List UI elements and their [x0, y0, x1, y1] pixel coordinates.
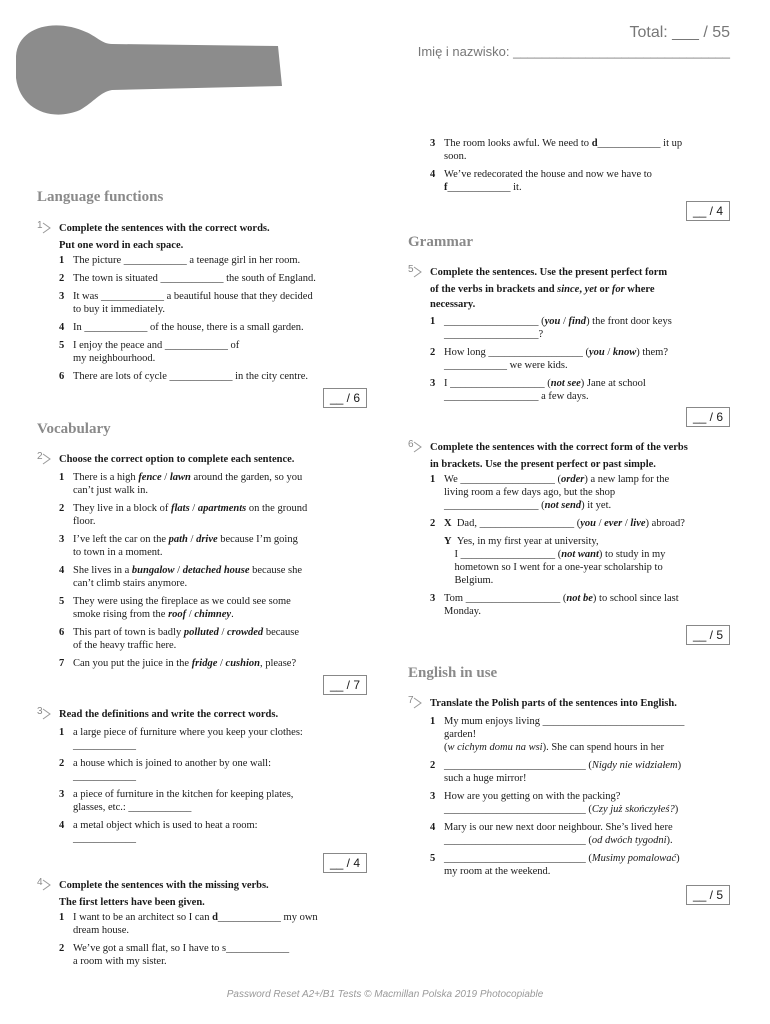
exercise-item[interactable]	[430, 592, 730, 618]
task-6-instruction-2: in brackets. Use the present perfect or past simple.	[430, 459, 656, 470]
item-number: 3	[430, 138, 436, 149]
task-4-continued-items	[430, 137, 730, 194]
item-number: 4	[59, 322, 65, 333]
exercise-item[interactable]	[59, 290, 367, 316]
task-2	[37, 451, 367, 675]
item-text-continued: ____________	[73, 740, 136, 751]
item-text-continued: ____________	[73, 771, 136, 782]
task-3-score-box[interactable]: __ / 4	[323, 853, 367, 873]
item-text-continued: Monday.	[444, 606, 481, 617]
item-text: We’ve got a small flat, so I have to s____________	[73, 943, 290, 954]
item-text-continued: to town in a moment.	[73, 547, 163, 558]
total-score: Total: ___ / 55	[629, 24, 730, 41]
item-text: There are lots of cycle ____________ in the city centre.	[73, 371, 308, 382]
exercise-item[interactable]	[59, 626, 367, 652]
item-number: 2	[59, 758, 65, 769]
item-number: 1	[430, 316, 436, 327]
task-number-7: 7	[408, 694, 426, 710]
item-text: Tom __________________ (not be) to school since last	[444, 593, 679, 604]
item-number: 1	[430, 474, 436, 485]
task-1	[37, 220, 367, 388]
task-6-instruction: Complete the sentences with the correct form of the verbs	[430, 442, 688, 453]
exercise-item[interactable]	[59, 254, 367, 267]
task-5-instruction: Complete the sentences. Use the present perfect form	[430, 267, 668, 278]
exercise-item[interactable]	[430, 535, 730, 587]
task-number-5: 5	[408, 263, 426, 279]
task-1-items	[59, 254, 367, 383]
item-text: Y Yes, in my first year at university,	[444, 536, 599, 547]
item-number: 2	[59, 943, 65, 954]
item-text-continued: smoke rising from the roof / chimney.	[73, 609, 234, 620]
item-text: She lives in a bungalow / detached house because she	[73, 565, 302, 576]
task-number-6: 6	[408, 438, 426, 454]
task-3	[37, 706, 367, 850]
task-7-score-box[interactable]: __ / 5	[686, 885, 730, 905]
task-5-items	[430, 315, 730, 403]
exercise-item[interactable]	[430, 715, 730, 754]
item-number: 1	[59, 255, 65, 266]
task-5-instruction-2: of the verbs in brackets and since, yet or for where	[430, 284, 655, 295]
exercise-item[interactable]	[59, 726, 367, 752]
task-2-instruction: Choose the correct option to complete each sentence.	[59, 454, 295, 465]
task-1-instruction: Complete the sentences with the correct words.	[59, 223, 270, 234]
exercise-item[interactable]	[59, 911, 367, 937]
task-5-score-box[interactable]: __ / 6	[686, 407, 730, 427]
item-text: There is a high fence / lawn around the garden, so you	[73, 472, 303, 483]
exercise-item[interactable]	[59, 502, 367, 528]
task-7-instruction: Translate the Polish parts of the sentences into English.	[430, 698, 677, 709]
item-number: 2	[430, 760, 436, 771]
item-text-continued: my neighbourhood.	[73, 353, 156, 364]
exercise-item[interactable]	[430, 759, 730, 785]
item-text: We’ve redecorated the house and now we have to	[444, 169, 652, 180]
item-number: 1	[430, 716, 436, 727]
item-number: 3	[59, 789, 65, 800]
item-number: 3	[59, 291, 65, 302]
item-number: 2	[59, 273, 65, 284]
task-5-instruction-3: necessary.	[430, 299, 476, 310]
item-number: 1	[59, 472, 65, 483]
item-text: They live in a block of flats / apartments on the ground	[73, 503, 308, 514]
item-text-continued: can’t just walk in.	[73, 485, 149, 496]
item-text: ___________________________ (Musimy pomalować)	[444, 853, 680, 864]
task-2-items	[59, 471, 367, 670]
section-title-vocabulary: Vocabulary	[37, 421, 111, 437]
item-text-continued: __________________ (not send) it yet.	[444, 500, 612, 511]
item-number: 3	[430, 593, 436, 604]
exercise-item[interactable]	[430, 821, 730, 847]
item-text: The town is situated ____________ the south of England.	[73, 273, 316, 284]
section-title-language-functions: Language functions	[37, 189, 164, 205]
exercise-item[interactable]	[59, 657, 367, 670]
exercise-item[interactable]	[430, 137, 730, 163]
task-4	[37, 877, 367, 973]
task-4-score-box[interactable]: __ / 4	[686, 201, 730, 221]
exercise-item[interactable]	[59, 595, 367, 621]
item-text-continued: dream house.	[73, 925, 129, 936]
task-1-score-box[interactable]: __ / 6	[323, 388, 367, 408]
item-number: 2	[59, 503, 65, 514]
item-number: 3	[59, 534, 65, 545]
item-text: The picture ____________ a teenage girl in her room.	[73, 255, 301, 266]
task-1-instruction-2: Put one word in each space.	[59, 240, 184, 251]
item-text: How are you getting on with the packing?	[444, 791, 621, 802]
exercise-item[interactable]	[430, 852, 730, 878]
item-text: How long __________________ (you / know) them?	[444, 347, 669, 358]
item-text-continued: such a huge mirror!	[444, 773, 527, 784]
item-text: I want to be an architect so I can d____________ my own	[73, 912, 318, 923]
task-4-continued	[408, 137, 730, 199]
item-text-continued: ____________ we were kids.	[444, 360, 568, 371]
task-number-2: 2	[37, 450, 55, 466]
item-text: ___________________________ (Nigdy nie widziałem)	[444, 760, 682, 771]
item-text: Mary is our new next door neighbour. She’s lived here	[444, 822, 673, 833]
task-4-instruction: Complete the sentences with the missing verbs.	[59, 880, 269, 891]
item-number: 6	[59, 371, 65, 382]
task-number-3: 3	[37, 705, 55, 721]
task-3-instruction: Read the definitions and write the correct words.	[59, 709, 279, 720]
item-text-continued: __________________ a few days.	[444, 391, 589, 402]
exercise-item[interactable]	[430, 790, 730, 816]
item-text: In ____________ of the house, there is a small garden.	[73, 322, 304, 333]
task-6-score-box[interactable]: __ / 5	[686, 625, 730, 645]
item-text-continued: a room with my sister.	[73, 956, 167, 967]
item-text-continued: can’t climb stairs anymore.	[73, 578, 188, 589]
item-text: X Dad, __________________ (you / ever / live) abroad?	[444, 518, 685, 529]
task-4-items	[59, 911, 367, 968]
item-text-continued: soon.	[444, 151, 467, 162]
item-text-continued: hometown so I went for a one-year scholarship to	[444, 562, 663, 573]
exercise-item[interactable]	[430, 168, 730, 194]
task-6-items	[430, 473, 730, 618]
item-text: a house which is joined to another by one wall:	[73, 758, 271, 769]
item-text-continued: of the heavy traffic here.	[73, 640, 177, 651]
header-blob-shape	[16, 18, 286, 118]
item-text-continued: ___________________________ (od dwóch tygodni).	[444, 835, 673, 846]
item-text: a large piece of furniture where you keep your clothes:	[73, 727, 303, 738]
section-title-english-in-use: English in use	[408, 665, 498, 681]
exercise-item[interactable]	[59, 339, 367, 365]
item-text: __________________ (you / find) the front door keys	[444, 316, 672, 327]
exercise-item[interactable]	[430, 315, 730, 341]
item-text: I __________________ (not see) Jane at school	[444, 378, 646, 389]
task-4-instruction-2: The first letters have been given.	[59, 897, 205, 908]
item-number: 5	[59, 596, 65, 607]
item-number: 3	[430, 378, 436, 389]
exercise-item[interactable]	[430, 377, 730, 403]
item-text-continued: (w cichym domu na wsi). She can spend hours in her	[444, 742, 665, 753]
task-number-4: 4	[37, 876, 55, 892]
item-number: 4	[59, 820, 65, 831]
item-text-continued: ___________________________ (Czy już skończyłeś?)	[444, 804, 679, 815]
task-7-items	[430, 715, 730, 878]
exercise-item[interactable]	[59, 757, 367, 783]
item-text: a piece of furniture in the kitchen for keeping plates,	[73, 789, 294, 800]
task-5	[408, 264, 730, 408]
task-2-score-box[interactable]: __ / 7	[323, 675, 367, 695]
item-text-continued: Belgium.	[444, 575, 494, 586]
exercise-item[interactable]	[59, 533, 367, 559]
item-text-continued: ____________	[73, 833, 136, 844]
item-text-continued: f____________ it.	[444, 182, 522, 193]
item-number: 2	[430, 347, 436, 358]
item-text: This part of town is badly polluted / crowded because	[73, 627, 300, 638]
exercise-item[interactable]	[59, 819, 367, 845]
task-6	[408, 439, 730, 623]
item-number: 2	[430, 518, 436, 529]
item-number: 3	[430, 791, 436, 802]
item-number: 5	[430, 853, 436, 864]
exercise-item[interactable]	[59, 321, 367, 334]
section-title-grammar: Grammar	[408, 234, 473, 250]
exercise-item[interactable]	[59, 370, 367, 383]
item-text-continued: to buy it immediately.	[73, 304, 166, 315]
item-number: 4	[59, 565, 65, 576]
exercise-item[interactable]	[59, 471, 367, 497]
exercise-item[interactable]	[430, 346, 730, 372]
item-number: 1	[59, 912, 65, 923]
item-text-continued: garden!	[444, 729, 477, 740]
item-text: It was ____________ a beautiful house that they decided	[73, 291, 313, 302]
item-number: 5	[59, 340, 65, 351]
item-number: 7	[59, 658, 65, 669]
exercise-item[interactable]	[430, 473, 730, 512]
item-text: a metal object which is used to heat a room:	[73, 820, 258, 831]
item-text: I enjoy the peace and ____________ of	[73, 340, 240, 351]
item-text-continued: living room a few days ago, but the shop	[444, 487, 616, 498]
item-number: 4	[430, 822, 436, 833]
exercise-item[interactable]	[59, 564, 367, 590]
item-text: Can you put the juice in the fridge / cushion, please?	[73, 658, 297, 669]
item-text-continued: __________________?	[444, 329, 544, 340]
item-text: They were using the fireplace as we could see some	[73, 596, 291, 607]
item-number: 6	[59, 627, 65, 638]
item-text-continued: my room at the weekend.	[444, 866, 551, 877]
item-text-continued: glasses, etc.: ____________	[73, 802, 192, 813]
exercise-item[interactable]	[59, 788, 367, 814]
name-field[interactable]: Imię i nazwisko: ______________________________	[417, 44, 730, 59]
task-7	[408, 695, 730, 883]
item-text: I’ve left the car on the path / drive because I’m going	[73, 534, 298, 545]
exercise-item[interactable]	[59, 942, 367, 968]
task-3-items	[59, 726, 367, 845]
item-number: 4	[430, 169, 436, 180]
exercise-item[interactable]	[59, 272, 367, 285]
item-text: We __________________ (order) a new lamp for the	[444, 474, 670, 485]
task-number-1: 1	[37, 219, 55, 235]
item-text-continued: floor.	[73, 516, 96, 527]
exercise-item[interactable]	[430, 517, 730, 530]
item-text: The room looks awful. We need to d____________ it up	[444, 138, 683, 149]
item-number: 1	[59, 727, 65, 738]
item-text-continued: I __________________ (not want) to study in my	[444, 549, 666, 560]
item-text: My mum enjoys living ___________________________	[444, 716, 685, 727]
footer-copyright: Password Reset A2+/B1 Tests © Macmillan Polska 2019 Photocopiable	[226, 989, 544, 1000]
